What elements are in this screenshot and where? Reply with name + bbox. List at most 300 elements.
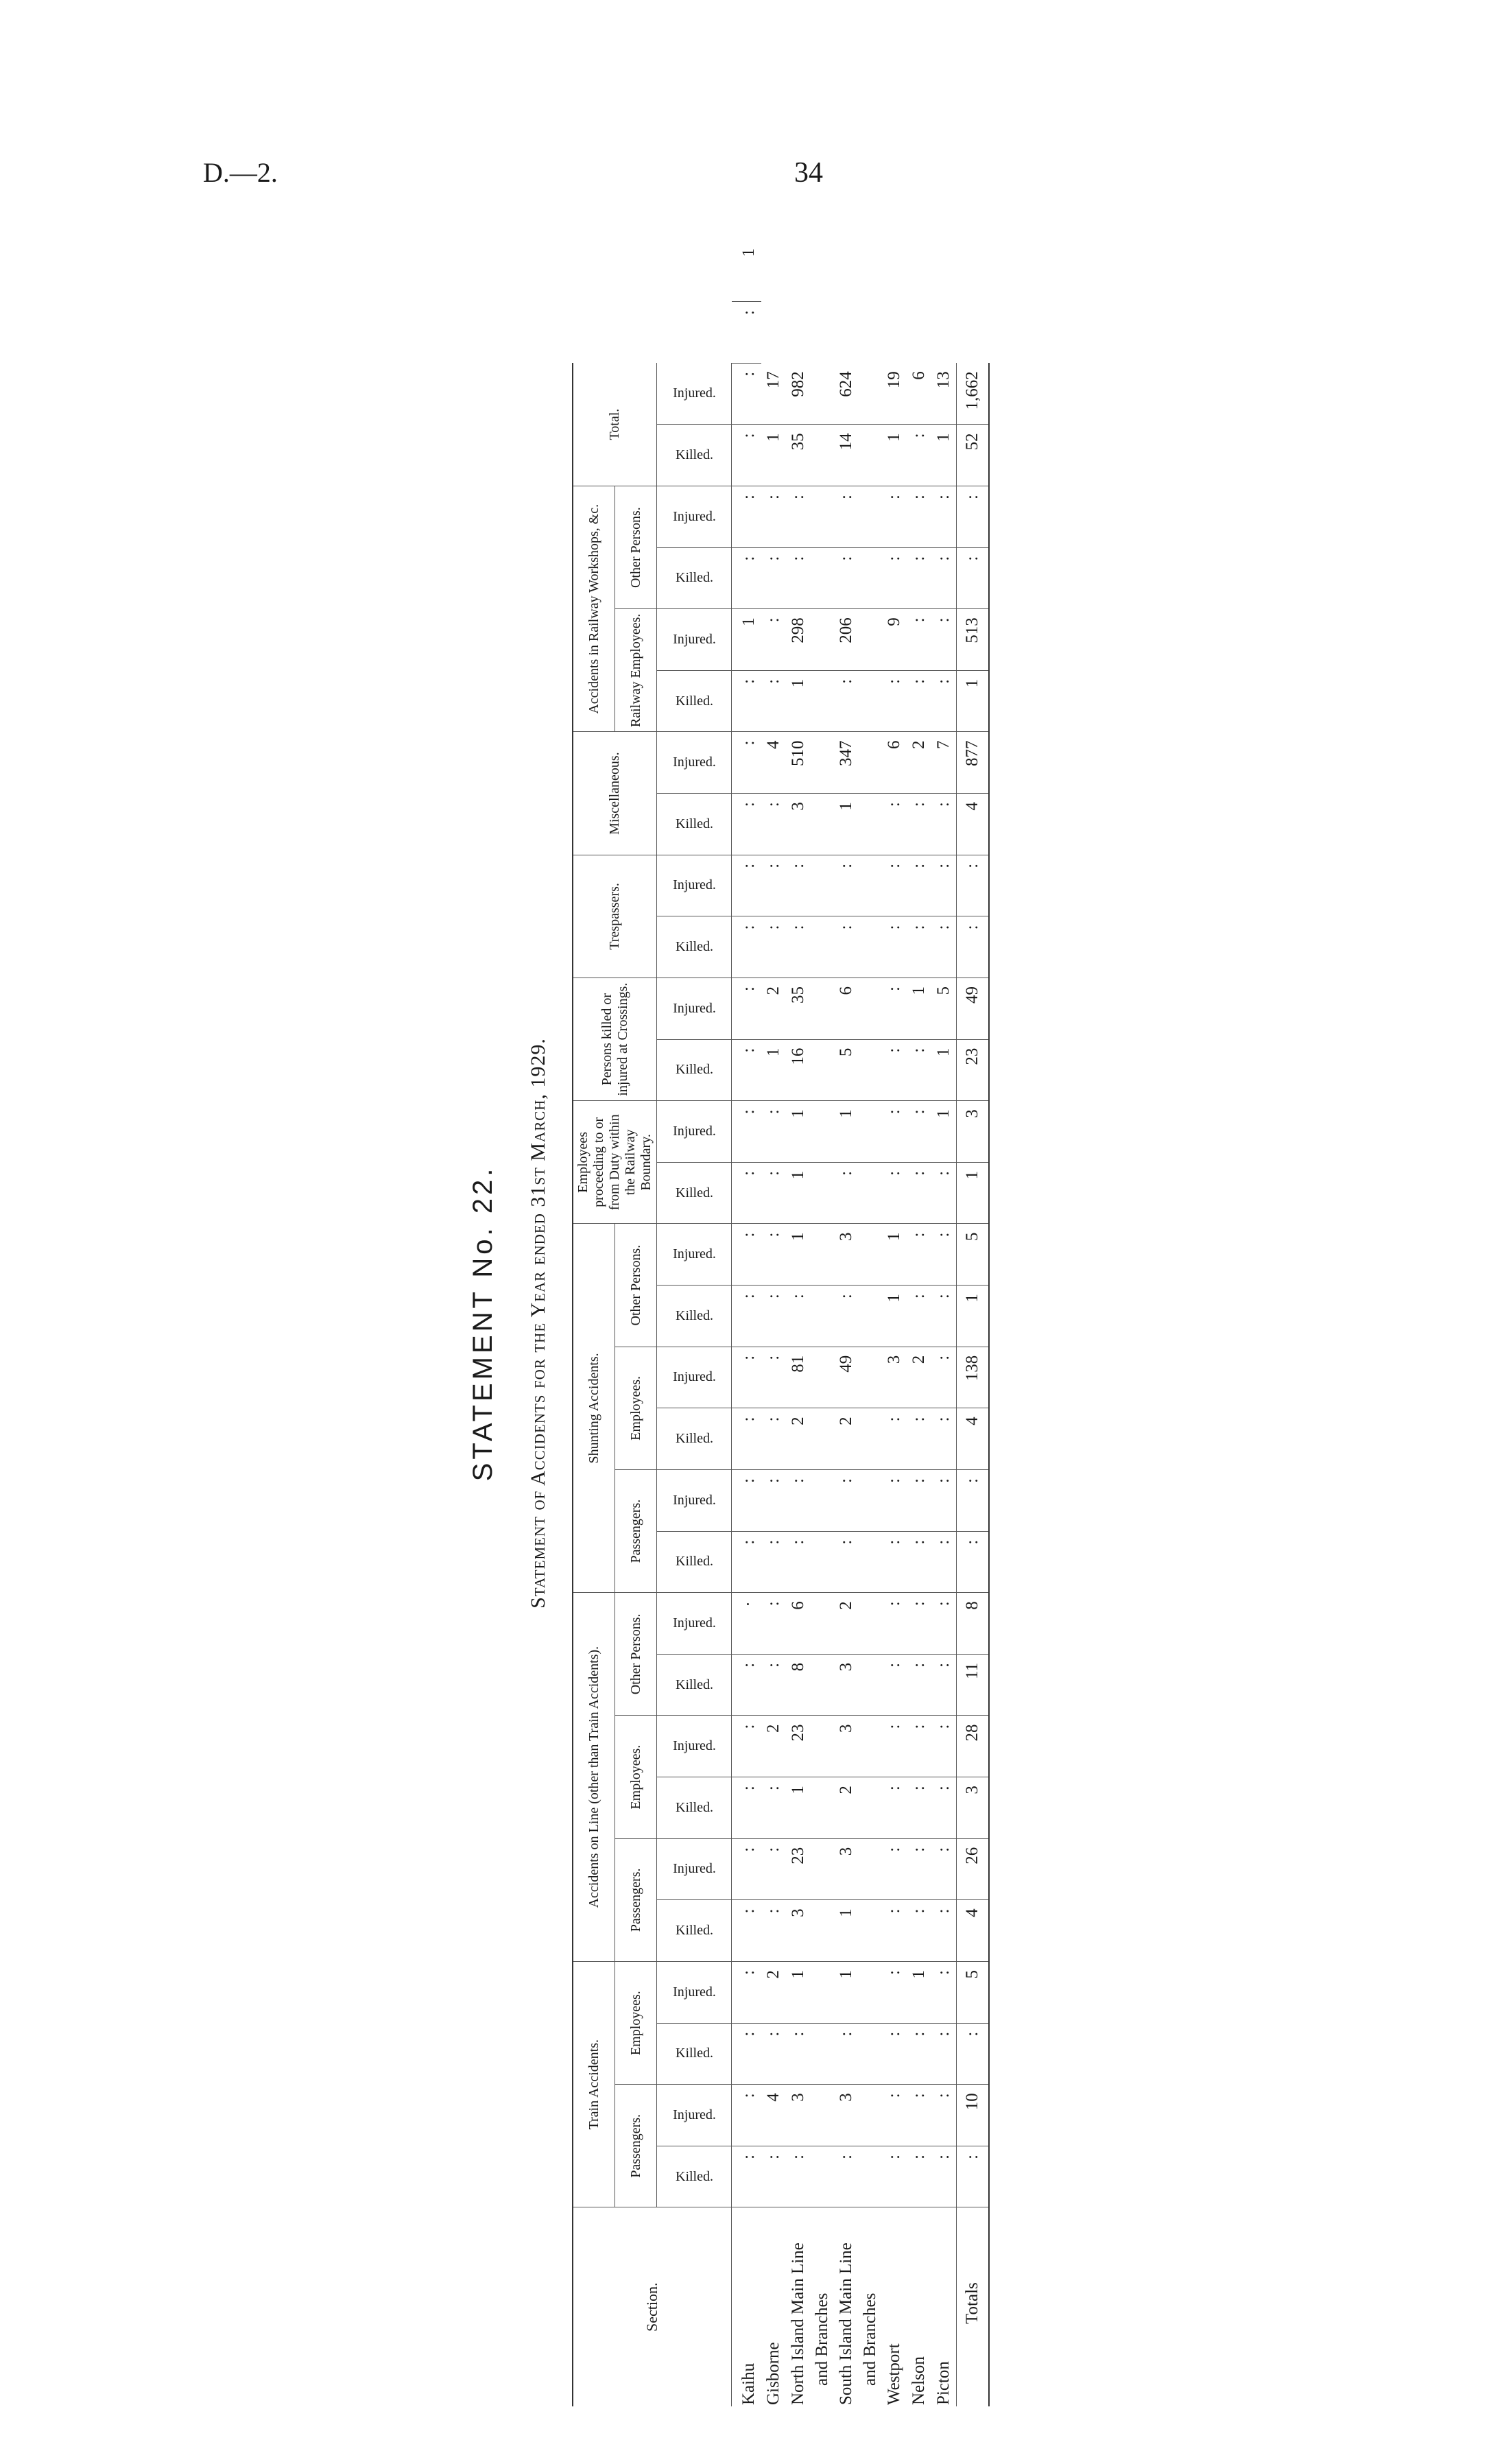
killed-cell: :	[931, 670, 957, 732]
killed-cell: 8	[786, 1654, 811, 1716]
group-header-crossings: Persons killed or injured at Crossings.	[573, 978, 657, 1101]
killed-cell: :	[931, 1531, 957, 1593]
subgroup-header: Passengers.	[615, 2085, 657, 2207]
injured-cell: 138	[957, 1347, 990, 1408]
killed-cell	[811, 670, 834, 732]
injured-cell: 10	[957, 2085, 990, 2146]
injured-cell: ·	[732, 1593, 762, 1655]
injured-column-header	[657, 1347, 732, 1408]
injured-cell: :	[761, 609, 786, 671]
killed-cell: :	[761, 794, 786, 855]
injured-cell: :	[786, 1470, 811, 1532]
injured-cell: 1	[834, 1101, 859, 1163]
killed-cell: :	[931, 1408, 957, 1470]
injured-column-header	[657, 1101, 732, 1163]
killed-cell: :	[732, 916, 762, 978]
killed-cell: 1	[957, 1286, 990, 1347]
injured-cell: 49	[834, 1347, 859, 1408]
injured-cell: 2	[834, 1593, 859, 1655]
injured-column-header	[657, 609, 732, 671]
injured-cell: 9	[882, 609, 907, 671]
table-row	[811, 240, 834, 2406]
section-cell	[834, 2207, 859, 2406]
killed-cell: 2	[834, 1777, 859, 1839]
injured-label: Injured.	[672, 877, 716, 893]
killed-cell: :	[931, 1900, 957, 1962]
killed-cell: :	[931, 1654, 957, 1716]
injured-cell: :	[931, 609, 957, 671]
injured-cell	[811, 855, 834, 916]
injured-cell: 8	[957, 1593, 990, 1655]
killed-cell: :	[732, 425, 762, 486]
injured-cell	[811, 1470, 834, 1532]
killed-cell: :	[957, 916, 990, 978]
injured-cell: 28	[957, 1716, 990, 1777]
killed-cell: 4	[957, 1900, 990, 1962]
section-name: South Island Main Line	[837, 2242, 855, 2405]
injured-cell	[811, 1962, 834, 2024]
killed-cell: :	[882, 1654, 907, 1716]
section-name: Westport	[885, 2343, 903, 2405]
killed-cell	[859, 1654, 882, 1716]
killed-cell: :	[882, 2023, 907, 2085]
killed-cell: 1	[882, 425, 907, 486]
killed-label: Killed.	[675, 1677, 713, 1692]
injured-cell: :	[732, 978, 762, 1040]
injured-cell	[811, 1224, 834, 1286]
injured-cell: 1	[882, 1224, 907, 1286]
killed-cell: :	[882, 794, 907, 855]
injured-cell: :	[761, 486, 786, 548]
killed-column-header	[657, 1286, 732, 1347]
killed-cell: :	[957, 2146, 990, 2207]
section-cell	[732, 2207, 762, 2406]
injured-cell	[811, 486, 834, 548]
injured-label: Injured.	[672, 1124, 716, 1139]
killed-cell	[859, 1531, 882, 1593]
injured-cell: 1	[786, 1962, 811, 2024]
injured-cell	[859, 1470, 882, 1532]
killed-cell: 1	[931, 1039, 957, 1101]
injured-cell: :	[732, 2085, 762, 2146]
injured-cell	[859, 486, 882, 548]
killed-cell: :	[732, 2023, 762, 2085]
injured-cell	[859, 1101, 882, 1163]
accidents-table-wrap	[572, 240, 990, 2406]
section-name: and Branches	[813, 2293, 831, 2386]
group-header-line: Accidents on Line (other than Train Accidents).	[573, 1593, 615, 1962]
injured-cell: :	[761, 1101, 786, 1163]
killed-label: Killed.	[675, 570, 713, 586]
totals-row	[957, 240, 990, 2406]
killed-cell	[811, 2146, 834, 2207]
injured-cell: :	[834, 1470, 859, 1532]
killed-label: Killed.	[675, 447, 713, 463]
killed-cell: :	[761, 1408, 786, 1470]
injured-cell	[859, 1224, 882, 1286]
table-row	[761, 240, 786, 2406]
injured-cell: 4	[761, 732, 786, 794]
killed-column-header	[657, 547, 732, 609]
injured-cell: :	[957, 486, 990, 548]
section-cell	[931, 2207, 957, 2406]
injured-cell: 49	[957, 978, 990, 1040]
killed-label: Killed.	[675, 816, 713, 831]
injured-cell: :	[732, 486, 762, 548]
killed-cell: :	[732, 794, 762, 855]
section-name: Gisborne	[764, 2342, 783, 2405]
killed-column-header	[657, 1039, 732, 1101]
subgroup-header: Employees.	[615, 1716, 657, 1838]
killed-cell: :	[907, 2023, 931, 2085]
injured-cell: 347	[834, 732, 859, 794]
subgroup-header: Other Persons.	[615, 1593, 657, 1716]
killed-label: Killed.	[675, 1799, 713, 1815]
killed-cell	[811, 1162, 834, 1224]
injured-cell: 3	[882, 1347, 907, 1408]
killed-cell: :	[786, 916, 811, 978]
injured-column-header	[657, 978, 732, 1040]
killed-cell: 1	[931, 425, 957, 486]
killed-label: Killed.	[675, 1554, 713, 1569]
injured-cell: :	[907, 1470, 931, 1532]
page-header: D.—2.	[203, 157, 278, 188]
injured-cell: 513	[957, 609, 990, 671]
injured-cell: :	[882, 2085, 907, 2146]
injured-cell	[859, 855, 882, 916]
injured-cell: :	[931, 1716, 957, 1777]
injured-cell: :	[882, 1962, 907, 2024]
killed-cell: 1	[786, 670, 811, 732]
killed-cell: :	[834, 916, 859, 978]
injured-cell: :	[931, 486, 957, 548]
injured-cell: 5	[957, 1224, 990, 1286]
injured-cell: :	[761, 1593, 786, 1655]
killed-cell: 1	[882, 1286, 907, 1347]
killed-cell: :	[882, 1531, 907, 1593]
injured-cell: 19	[882, 363, 907, 425]
injured-label: Injured.	[672, 1246, 716, 1262]
killed-cell: :	[907, 1900, 931, 1962]
killed-column-header	[657, 1162, 732, 1224]
killed-column-header	[657, 794, 732, 855]
killed-cell	[859, 1900, 882, 1962]
killed-cell: :	[957, 2023, 990, 2085]
killed-cell: :	[931, 794, 957, 855]
injured-cell: 5	[957, 1962, 990, 2024]
killed-column-header	[657, 1654, 732, 1716]
injured-cell: :	[957, 1470, 990, 1532]
injured-column-header	[657, 1716, 732, 1777]
injured-cell: :	[882, 486, 907, 548]
killed-label: Killed.	[675, 693, 713, 709]
killed-cell	[859, 1286, 882, 1347]
group-header-total: Total.	[573, 363, 657, 486]
killed-cell	[811, 794, 834, 855]
injured-cell: 1	[907, 1962, 931, 2024]
killed-cell: 16	[786, 1039, 811, 1101]
injured-column-header	[657, 486, 732, 548]
injured-cell: :	[957, 855, 990, 916]
injured-cell: :	[732, 1962, 762, 2024]
killed-cell: 4	[957, 794, 990, 855]
injured-cell	[811, 1838, 834, 1900]
injured-cell: 1	[834, 1962, 859, 2024]
table-row	[859, 240, 882, 2406]
killed-cell: :	[732, 1162, 762, 1224]
killed-cell: 1	[834, 794, 859, 855]
killed-cell: 1	[761, 1039, 786, 1101]
killed-cell	[859, 1777, 882, 1839]
killed-cell: :	[907, 425, 931, 486]
injured-cell: 81	[786, 1347, 811, 1408]
killed-cell: :	[907, 547, 931, 609]
injured-cell	[811, 609, 834, 671]
injured-cell: 5	[931, 978, 957, 1040]
injured-cell: 2	[907, 1347, 931, 1408]
group-header-train: Train Accidents.	[573, 1962, 615, 2208]
injured-cell: :	[907, 855, 931, 916]
injured-label: Injured.	[672, 2107, 716, 2123]
injured-label: Injured.	[672, 1738, 716, 1754]
injured-cell: 13	[931, 363, 957, 425]
injured-cell: :	[882, 1593, 907, 1655]
group-header-miscellaneous: Miscellaneous.	[573, 732, 657, 855]
injured-cell: :	[931, 1962, 957, 2024]
injured-cell	[859, 2085, 882, 2146]
killed-cell: :	[907, 916, 931, 978]
injured-cell	[811, 732, 834, 794]
injured-cell: :	[882, 1470, 907, 1532]
injured-cell	[859, 609, 882, 671]
killed-cell: :	[882, 1900, 907, 1962]
killed-cell	[859, 1039, 882, 1101]
injured-column-header	[657, 732, 732, 794]
killed-cell: :	[834, 2023, 859, 2085]
killed-column-header	[657, 1900, 732, 1962]
killed-cell: :	[761, 1531, 786, 1593]
subgroup-header: Passengers.	[615, 1470, 657, 1593]
injured-cell: 1	[786, 1224, 811, 1286]
injured-cell	[859, 1962, 882, 2024]
killed-cell: :	[834, 670, 859, 732]
injured-cell: :	[732, 732, 762, 794]
killed-cell: :	[931, 1777, 957, 1839]
table-row	[907, 240, 931, 2406]
injured-cell	[811, 978, 834, 1040]
killed-cell: 1	[834, 1900, 859, 1962]
killed-cell: :	[882, 1039, 907, 1101]
killed-cell	[811, 1408, 834, 1470]
killed-cell: :	[882, 1408, 907, 1470]
killed-cell: :	[931, 2146, 957, 2207]
killed-cell: 3	[957, 1777, 990, 1839]
killed-label: Killed.	[675, 1062, 713, 1078]
killed-cell: 2	[786, 1408, 811, 1470]
group-header-trespassers: Trespassers.	[573, 855, 657, 978]
killed-cell: :	[957, 1531, 990, 1593]
section-cell	[859, 2207, 882, 2406]
injured-cell: 1	[931, 1101, 957, 1163]
injured-cell: 1	[732, 609, 762, 671]
killed-cell: 1	[761, 425, 786, 486]
killed-cell	[811, 1531, 834, 1593]
injured-cell: 17	[761, 363, 786, 425]
killed-cell: :	[761, 2146, 786, 2207]
injured-cell: :	[732, 1716, 762, 1777]
injured-cell	[811, 363, 834, 425]
injured-cell: 2	[761, 1962, 786, 2024]
table-row	[931, 240, 957, 2406]
subgroup-header: Passengers.	[615, 1838, 657, 1961]
killed-cell: :	[834, 2146, 859, 2207]
killed-cell: :	[761, 1286, 786, 1347]
killed-cell: 14	[834, 425, 859, 486]
section-name: Picton	[934, 2361, 953, 2405]
killed-cell: :	[907, 1162, 931, 1224]
section-name: and Branches	[861, 2293, 879, 2386]
injured-column-header	[657, 855, 732, 916]
killed-cell: :	[882, 1777, 907, 1839]
killed-column-header	[657, 1408, 732, 1470]
injured-column-header	[657, 1962, 732, 2024]
killed-column-header	[657, 2023, 732, 2085]
killed-cell: :	[907, 670, 931, 732]
killed-cell: :	[907, 1408, 931, 1470]
killed-cell	[811, 425, 834, 486]
section-name: Nelson	[909, 2356, 928, 2405]
injured-cell: :	[907, 1101, 931, 1163]
killed-cell: :	[882, 2146, 907, 2207]
injured-cell: :	[882, 978, 907, 1040]
injured-label: Injured.	[672, 508, 716, 524]
injured-label: Injured.	[672, 1369, 716, 1385]
subgroup-header: Employees.	[615, 1962, 657, 2085]
killed-cell: 11	[957, 1654, 990, 1716]
injured-label: Injured.	[672, 1492, 716, 1508]
killed-cell: :	[761, 1654, 786, 1716]
killed-cell: :	[786, 2023, 811, 2085]
injured-cell: 7	[931, 732, 957, 794]
injured-cell	[811, 1716, 834, 1777]
killed-column-header	[657, 2146, 732, 2207]
injured-cell: 3	[834, 1224, 859, 1286]
injured-cell: 624	[834, 363, 859, 425]
injured-cell: 1	[907, 978, 931, 1040]
killed-cell: :	[931, 1286, 957, 1347]
injured-cell	[859, 1838, 882, 1900]
injured-cell: 6	[907, 363, 931, 425]
injured-cell: :	[732, 363, 762, 425]
injured-cell: :	[931, 1838, 957, 1900]
injured-label: Injured.	[672, 632, 716, 648]
injured-label: Injured.	[672, 1861, 716, 1877]
injured-cell: 510	[786, 732, 811, 794]
injured-cell: 3	[834, 2085, 859, 2146]
injured-cell: :	[761, 1224, 786, 1286]
injured-cell: :	[732, 1224, 762, 1286]
table-row	[834, 240, 859, 2406]
killed-cell	[859, 794, 882, 855]
killed-cell	[811, 1286, 834, 1347]
killed-cell	[811, 1900, 834, 1962]
injured-cell: :	[907, 609, 931, 671]
killed-cell	[811, 1039, 834, 1101]
killed-cell	[859, 2023, 882, 2085]
injured-cell: :	[732, 1101, 762, 1163]
killed-cell	[859, 425, 882, 486]
section-header: Section.	[573, 2207, 732, 2406]
killed-cell: :	[786, 2146, 811, 2207]
injured-cell: :	[931, 1224, 957, 1286]
section-name: Totals	[963, 2282, 981, 2324]
killed-label: Killed.	[675, 1185, 713, 1200]
injured-cell	[859, 1593, 882, 1655]
page-number: 34	[794, 157, 823, 189]
killed-label: Killed.	[675, 2168, 713, 2184]
killed-cell: :	[931, 916, 957, 978]
killed-cell: :	[732, 547, 762, 609]
subgroup-header: Railway Employees.	[615, 609, 657, 732]
subgroup-header: Other Persons.	[615, 1224, 657, 1347]
statement-rotated-block	[440, 240, 1099, 2406]
injured-cell: :	[786, 486, 811, 548]
injured-cell: :	[786, 855, 811, 916]
killed-cell: :	[761, 1777, 786, 1839]
killed-cell	[859, 670, 882, 732]
section-cell	[907, 2207, 931, 2406]
injured-column-header	[657, 1470, 732, 1532]
killed-cell: :	[882, 670, 907, 732]
killed-cell: :	[732, 302, 762, 364]
killed-column-header	[657, 425, 732, 486]
killed-cell: :	[732, 1039, 762, 1101]
injured-cell: :	[732, 1470, 762, 1532]
killed-cell: 1	[957, 1162, 990, 1224]
killed-cell: :	[786, 1531, 811, 1593]
killed-cell	[859, 1162, 882, 1224]
killed-label: Killed.	[675, 2046, 713, 2061]
killed-cell: :	[732, 1654, 762, 1716]
killed-cell: :	[882, 547, 907, 609]
table-row	[732, 240, 762, 2406]
killed-cell: :	[786, 1286, 811, 1347]
killed-cell: :	[732, 2146, 762, 2207]
killed-cell	[859, 547, 882, 609]
killed-cell	[859, 916, 882, 978]
section-cell	[882, 2207, 907, 2406]
injured-cell	[859, 1347, 882, 1408]
injured-cell: 1	[786, 1101, 811, 1163]
killed-cell: 23	[957, 1039, 990, 1101]
killed-cell: :	[761, 547, 786, 609]
injured-cell: 3	[786, 2085, 811, 2146]
injured-cell: :	[931, 1347, 957, 1408]
killed-cell: :	[761, 1162, 786, 1224]
injured-label: Injured.	[672, 386, 716, 401]
killed-label: Killed.	[675, 1431, 713, 1447]
injured-cell: :	[882, 1838, 907, 1900]
killed-cell: :	[907, 1286, 931, 1347]
killed-label: Killed.	[675, 1923, 713, 1939]
injured-cell: 298	[786, 609, 811, 671]
killed-cell	[811, 1654, 834, 1716]
injured-cell: 3	[834, 1716, 859, 1777]
killed-cell: 2	[834, 1408, 859, 1470]
injured-cell: 6	[786, 1593, 811, 1655]
killed-cell: 3	[834, 1654, 859, 1716]
injured-cell: 206	[834, 609, 859, 671]
